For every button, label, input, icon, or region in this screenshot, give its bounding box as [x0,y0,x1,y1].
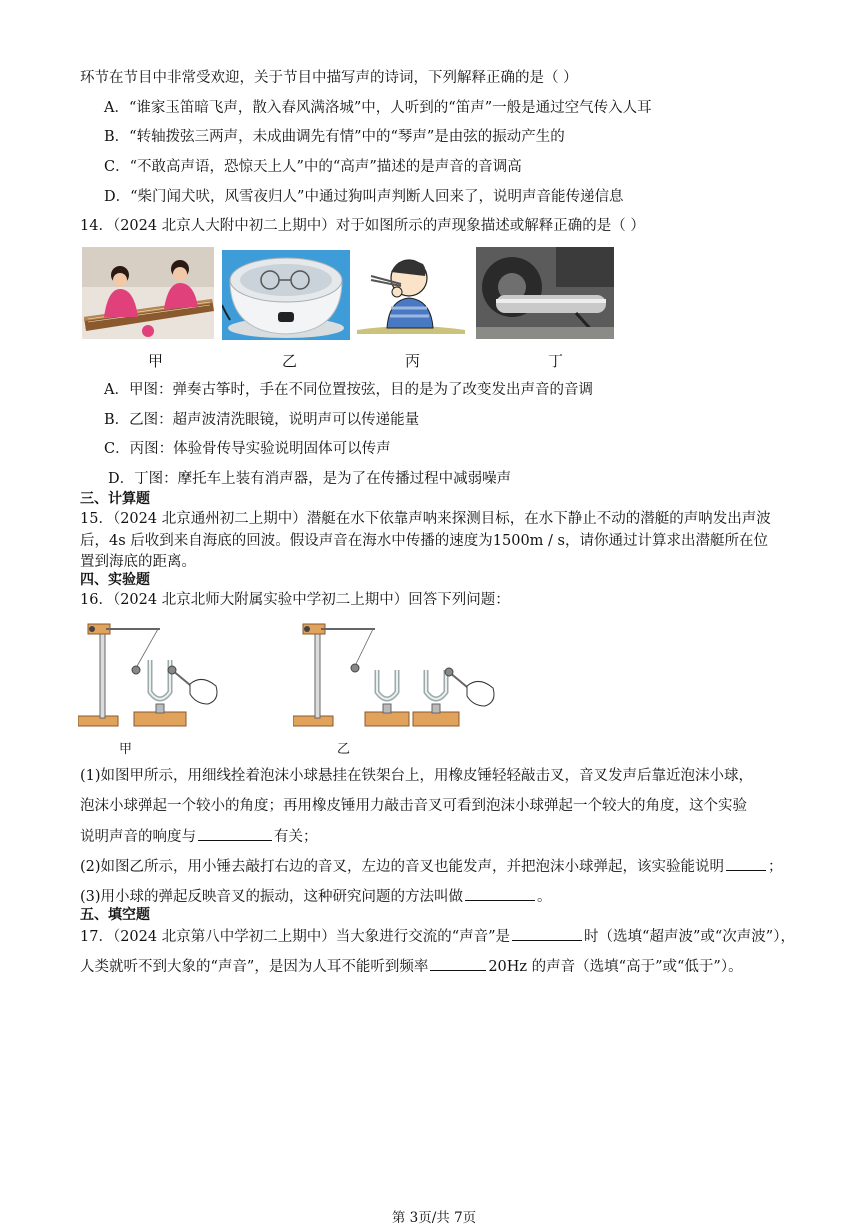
section-title-calculation: 三、计算题 [80,491,150,507]
figure-label-yi: 乙 [337,742,351,757]
q13-option-c: C．“不敢高声语，恐惊天上人”中的“高声”描述的是声音的音调高 [104,159,522,175]
figure-caption-jia: 甲 [148,352,164,370]
q13-option-a: A．“谁家玉笛暗飞声，散入春风满洛城”中，人听到的“笛声”一般是通过空气传入人耳 [104,100,652,116]
figure-caption-ding: 丁 [548,352,564,370]
figure-caption-yi: 乙 [282,352,298,370]
q16-stem: 16．（2024 北京北师大附属实验中学初二上期中）回答下列问题： [80,592,510,608]
section-title-experiment: 四、实验题 [80,572,150,588]
q14-option-d: D．丁图：摩托车上装有消声器，是为了在传播过程中减弱噪声 [108,471,512,487]
figure-label-jia: 甲 [119,742,133,757]
q16-part1-line-1: (1)如图甲所示，用细线拴着泡沫小球悬挂在铁架台上，用橡皮锤轻轻敲击叉，音叉发声后靠近泡沫小球， [80,768,754,784]
q17-line-2b: 20Hz 的声音（选填“高于”或“低于”）。 [488,959,743,975]
q17-line-1a: 17．（2024 北京第八中学初二上期中）当大象进行交流的“声音”是 [80,929,511,945]
q14-option-c: C．丙图：体验骨传导实验说明固体可以传声 [104,441,391,457]
answer-blank[interactable] [726,856,766,871]
tuning-fork-figure-yi [293,620,505,738]
q17-line-1 [80,926,795,947]
q13-option-d: D．“柴门闻犬吠，风雪夜归人”中通过狗叫声判断人回来了，说明声音能传递信息 [104,189,624,205]
answer-blank[interactable] [430,956,486,971]
q17-line-2a: 人类就听不到大象的“声音”，是因为人耳不能听到频率 [80,959,429,975]
q16-part3-text: (3)用小球的弹起反映音叉的振动，这种研究问题的方法叫做 [80,889,464,905]
section-title-fill-in: 五、填空题 [80,907,150,923]
q16-part1-line-3a: 说明声音的响度与 [80,829,196,845]
guzheng-figure [82,247,214,339]
answer-blank[interactable] [198,826,272,841]
figure-caption-bing: 丙 [405,352,421,370]
q15-line-2: 后，4s 后收到来自海底的回波。假设声音在海水中传播的速度为1500m / s，请你通过计算求出潜艇所在位 [80,533,768,549]
q14-option-b: B．乙图：超声波清洗眼镜，说明声可以传递能量 [104,412,420,428]
q16-part3-end: 。 [537,889,552,905]
q16-part2-end: ； [768,859,783,875]
answer-blank[interactable] [512,926,582,941]
q14-option-a: A．甲图：弹奏古筝时，手在不同位置按弦，目的是为了改变发出声音的音调 [104,382,593,398]
bone-conduction-figure [357,248,465,334]
q13-option-b: B．“转轴拨弦三两声，未成曲调先有情”中的“琴声”是由弦的振动产生的 [104,129,565,145]
answer-blank[interactable] [465,886,535,901]
q15-line-3: 置到海底的距离。 [80,554,196,570]
q16-part3 [80,886,552,907]
q16-part1-line-2: 泡沫小球弹起一个较小的角度；再用橡皮锤用力敲击音叉可看到泡沫小球弹起一个较大的角度，这个实验 [80,798,747,814]
q17-line-1b: 时（选填“超声波”或“次声波”）， [584,929,795,945]
q17-line-2 [80,956,743,977]
page-footer: 第 3页/共 7页 [391,1210,477,1226]
q16-part1-line-3 [80,826,318,847]
q16-part2-text: (2)如图乙所示，用小锤去敲打右边的音叉，左边的音叉也能发声，并把泡沫小球弹起，该实验能说明 [80,859,725,875]
q16-part1-line-3b: 有关； [274,829,318,845]
q15-line-1: 15．（2024 北京通州初二上期中）潜艇在水下依靠声呐来探测目标，在水下静止不动的潜艇的声呐发出声波 [80,511,771,527]
motorcycle-muffler-figure [476,247,614,339]
q14-stem: 14．（2024 北京人大附中初二上期中）对于如图所示的声现象描述或解释正确的是（ ） [80,218,645,234]
q13-stem: 环节在节目中非常受欢迎，关于节目中描写声的诗词，下列解释正确的是（ ） [80,70,578,86]
tuning-fork-figure-jia [78,620,228,738]
q16-part2 [80,856,783,877]
ultrasonic-cleaner-figure [222,250,350,340]
